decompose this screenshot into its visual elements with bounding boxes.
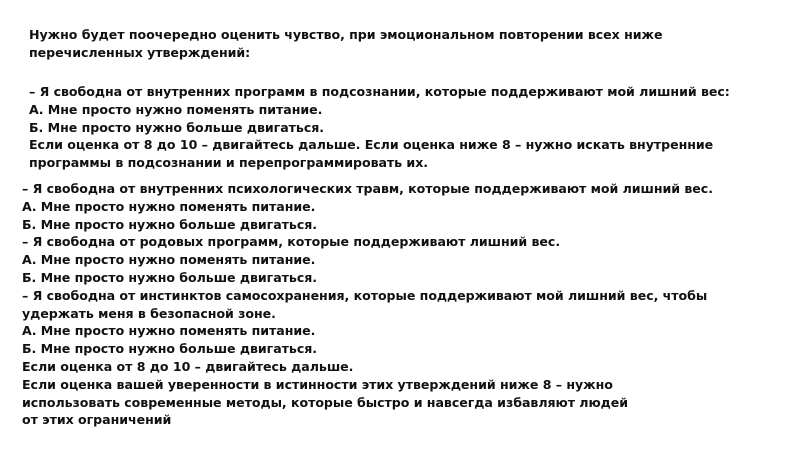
option-a-line: А. Мне просто нужно поменять питание. bbox=[29, 101, 323, 117]
option-a-line: А. Мне просто нужно поменять питание. bbox=[22, 198, 316, 214]
option-b-line: Б. Мне просто нужно больше двигаться. bbox=[29, 119, 325, 135]
statement-line: – Я свободна от инстинктов самосохранения, которые поддерживают мой лишний вес, чтобы bbox=[22, 287, 708, 303]
statement-line: – Я свободна от внутренних программ в подсознании, которые поддерживают мой лишний вес: bbox=[29, 84, 730, 99]
score-instruction-line: программы в подсознании и перепрограммировать их. bbox=[29, 155, 429, 171]
intro-line: Нужно будет поочередно оценить чувство, при эмоциональном повторении всех ниже bbox=[29, 27, 663, 42]
intro-line: перечисленных утверждений: bbox=[29, 44, 251, 60]
option-a-line: А. Мне просто нужно поменять питание. bbox=[22, 323, 316, 339]
statement-line: – Я свободна от родовых программ, которые поддерживают лишний вес. bbox=[22, 234, 561, 250]
score-instruction-line: от этих ограничений bbox=[22, 412, 172, 428]
score-instruction-line: использовать современные методы, которые быстро и навсегда избавляют людей bbox=[22, 394, 629, 410]
score-instruction-line: Если оценка от 8 до 10 – двигайтесь дальше. Если оценка ниже 8 – нужно искать внутренние bbox=[29, 137, 714, 153]
statement-line: – Я свободна от внутренних психологических травм, которые поддерживают мой лишний вес. bbox=[22, 181, 713, 196]
option-a-line: А. Мне просто нужно поменять питание. bbox=[22, 252, 316, 268]
option-b-line: Б. Мне просто нужно больше двигаться. bbox=[22, 269, 318, 285]
option-b-line: Б. Мне просто нужно больше двигаться. bbox=[22, 341, 318, 357]
statement-line: удержать меня в безопасной зоне. bbox=[22, 305, 276, 321]
statement-section-2 bbox=[22, 180, 713, 429]
intro-text bbox=[29, 26, 662, 62]
statement-section-1 bbox=[29, 83, 730, 172]
option-b-line: Б. Мне просто нужно больше двигаться. bbox=[22, 216, 318, 232]
score-instruction-line: Если оценка вашей уверенности в истинности этих утверждений ниже 8 – нужно bbox=[22, 376, 613, 392]
score-instruction-line: Если оценка от 8 до 10 – двигайтесь дальше. bbox=[22, 358, 354, 374]
